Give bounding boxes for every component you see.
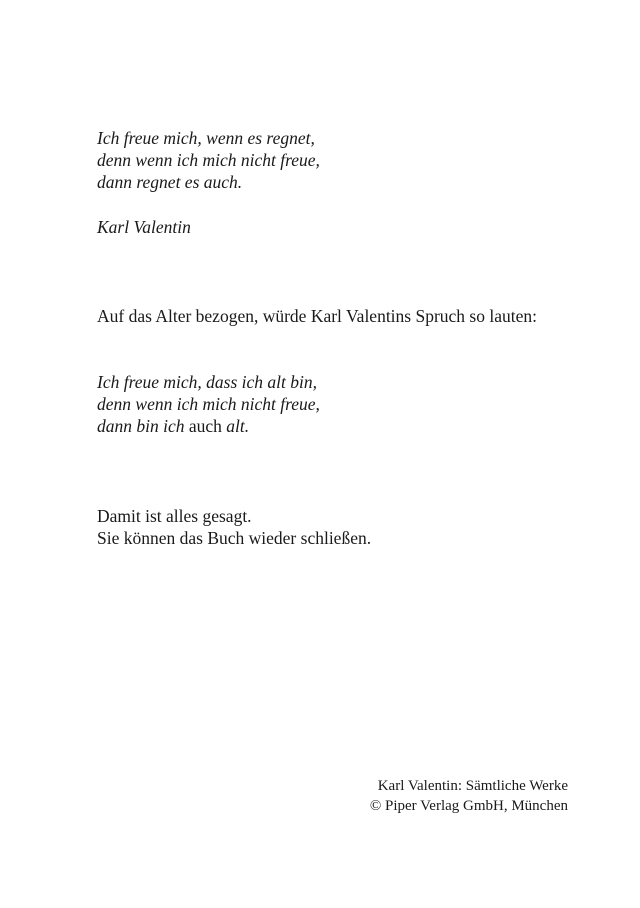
variant-emphasis: auch: [188, 416, 222, 436]
quote-line-2: denn wenn ich mich nicht freue,: [97, 150, 320, 170]
quote-line-1: Ich freue mich, wenn es regnet,: [97, 128, 315, 148]
variant-line-3-start: dann bin ich: [97, 416, 189, 436]
variant-line-2: denn wenn ich mich nicht freue,: [97, 394, 320, 414]
intro-text: Auf das Alter bezogen, würde Karl Valentins Spruch so lauten:: [97, 306, 537, 326]
closing-line-2: Sie können das Buch wieder schließen.: [97, 528, 372, 548]
closing-line-1: Damit ist alles gesagt.: [97, 506, 252, 526]
quote-author: Karl Valentin: [97, 217, 191, 237]
quote-line-3: dann regnet es auch.: [97, 172, 243, 192]
credit-source: Karl Valentin: Sämtliche Werke: [377, 778, 568, 794]
variant-line-3-end: alt.: [221, 416, 250, 436]
credit-copyright: © Piper Verlag GmbH, München: [369, 798, 568, 814]
variant-line-1: Ich freue mich, dass ich alt bin,: [97, 372, 318, 392]
variant-line-3: [97, 415, 249, 437]
